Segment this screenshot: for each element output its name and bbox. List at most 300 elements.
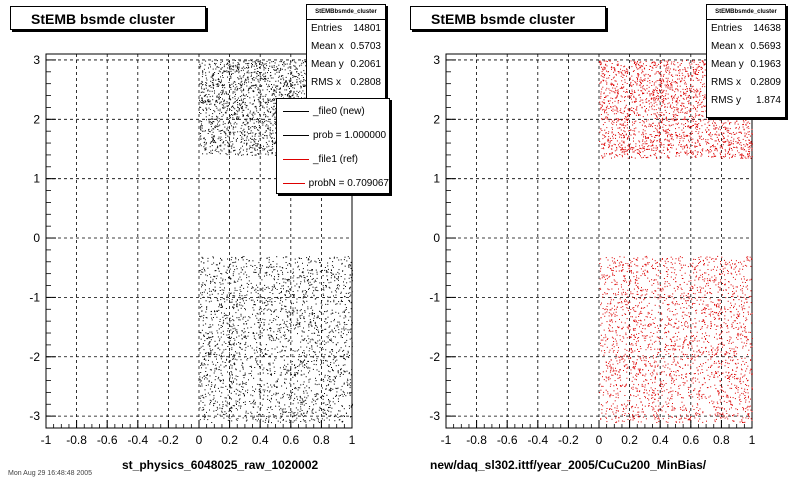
scatter-point <box>323 295 324 296</box>
scatter-point <box>211 314 212 315</box>
scatter-point <box>286 262 287 263</box>
scatter-point <box>321 327 322 328</box>
scatter-point <box>229 122 230 123</box>
scatter-point <box>223 283 224 284</box>
scatter-point <box>257 118 258 119</box>
scatter-point <box>232 359 233 360</box>
scatter-point <box>228 337 229 338</box>
scatter-point <box>269 364 270 365</box>
scatter-point <box>219 113 220 114</box>
scatter-point <box>216 126 217 127</box>
scatter-point <box>215 314 216 315</box>
scatter-point <box>285 299 286 300</box>
scatter-point <box>327 418 328 419</box>
scatter-point <box>247 119 248 120</box>
scatter-point <box>239 352 240 353</box>
scatter-point <box>230 381 231 382</box>
scatter-point <box>215 379 216 380</box>
scatter-point <box>264 308 265 309</box>
scatter-point <box>285 64 286 65</box>
scatter-point <box>224 411 225 412</box>
scatter-point <box>334 416 335 417</box>
scatter-point <box>279 403 280 404</box>
scatter-point <box>330 405 331 406</box>
scatter-point <box>276 85 277 86</box>
scatter-point <box>259 337 260 338</box>
scatter-point <box>274 138 275 139</box>
scatter-point <box>252 402 253 403</box>
scatter-point <box>352 257 353 258</box>
scatter-point <box>211 311 212 312</box>
scatter-point <box>222 352 223 353</box>
scatter-point <box>224 85 225 86</box>
scatter-point <box>263 138 264 139</box>
scatter-point <box>322 380 323 381</box>
scatter-point <box>229 64 230 65</box>
scatter-point <box>230 318 231 319</box>
scatter-point <box>352 270 353 271</box>
scatter-point <box>228 105 229 106</box>
scatter-point <box>234 102 235 103</box>
scatter-point <box>233 271 234 272</box>
scatter-point <box>300 404 301 405</box>
scatter-point <box>350 329 351 330</box>
x-tick-label: 1 <box>348 433 356 447</box>
scatter-point <box>248 63 249 64</box>
scatter-point <box>681 110 682 111</box>
scatter-point <box>311 297 312 298</box>
scatter-point <box>255 62 256 63</box>
scatter-point <box>319 410 320 411</box>
scatter-point <box>221 259 222 260</box>
scatter-point <box>273 125 274 126</box>
scatter-point <box>252 61 253 62</box>
scatter-point <box>270 111 271 112</box>
scatter-point <box>652 109 653 110</box>
scatter-point <box>255 265 256 266</box>
scatter-point <box>273 133 274 134</box>
scatter-point <box>213 136 214 137</box>
scatter-point <box>272 95 273 96</box>
scatter-point <box>209 301 210 302</box>
scatter-point <box>255 404 256 405</box>
scatter-point <box>263 79 264 80</box>
scatter-point <box>258 274 259 275</box>
scatter-point <box>210 96 211 97</box>
scatter-point <box>288 93 289 94</box>
scatter-point <box>277 289 278 290</box>
scatter-point <box>215 368 216 369</box>
scatter-point <box>325 360 326 361</box>
scatter-point <box>316 262 317 263</box>
scatter-point <box>246 151 247 152</box>
scatter-point <box>241 365 242 366</box>
scatter-point <box>280 298 281 299</box>
scatter-point <box>317 384 318 385</box>
scatter-point <box>330 415 331 416</box>
scatter-point <box>212 75 213 76</box>
scatter-point <box>240 131 241 132</box>
scatter-point <box>259 384 260 385</box>
scatter-point <box>266 369 267 370</box>
scatter-point <box>300 396 301 397</box>
scatter-point <box>344 296 345 297</box>
scatter-point <box>270 370 271 371</box>
scatter-point <box>248 336 249 337</box>
scatter-point <box>200 67 201 68</box>
scatter-point <box>258 262 259 263</box>
scatter-point <box>280 69 281 70</box>
scatter-point <box>338 332 339 333</box>
scatter-point <box>240 319 241 320</box>
scatter-point <box>269 150 270 151</box>
scatter-point <box>340 411 341 412</box>
scatter-point <box>331 367 332 368</box>
scatter-point <box>260 134 261 135</box>
scatter-point <box>276 399 277 400</box>
scatter-point <box>219 262 220 263</box>
scatter-point <box>350 265 351 266</box>
scatter-point <box>254 367 255 368</box>
scatter-point <box>238 310 239 311</box>
scatter-point <box>287 312 288 313</box>
scatter-point <box>202 102 203 103</box>
scatter-point <box>286 366 287 367</box>
scatter-point <box>226 359 227 360</box>
scatter-point <box>231 148 232 149</box>
scatter-point <box>217 86 218 87</box>
scatter-point <box>312 293 313 294</box>
scatter-point <box>268 70 269 71</box>
scatter-point <box>243 393 244 394</box>
scatter-point <box>284 393 285 394</box>
scatter-point <box>634 81 635 82</box>
scatter-point <box>307 336 308 337</box>
scatter-point <box>303 275 304 276</box>
scatter-point <box>243 417 244 418</box>
scatter-point <box>205 332 206 333</box>
scatter-point <box>267 72 268 73</box>
scatter-point <box>265 289 266 290</box>
scatter-point <box>270 150 271 151</box>
scatter-point <box>216 101 217 102</box>
scatter-point <box>246 60 247 61</box>
scatter-point <box>209 346 210 347</box>
scatter-point <box>224 342 225 343</box>
scatter-point <box>315 343 316 344</box>
scatter-point <box>326 395 327 396</box>
scatter-point <box>245 354 246 355</box>
scatter-point <box>259 322 260 323</box>
scatter-point <box>307 393 308 394</box>
scatter-point <box>224 131 225 132</box>
scatter-point <box>205 274 206 275</box>
scatter-point <box>262 265 263 266</box>
scatter-point <box>303 298 304 299</box>
scatter-point <box>303 401 304 402</box>
scatter-point <box>199 100 200 101</box>
scatter-point <box>338 365 339 366</box>
scatter-point <box>220 287 221 288</box>
scatter-point <box>318 394 319 395</box>
scatter-point <box>254 338 255 339</box>
scatter-point <box>226 91 227 92</box>
scatter-point <box>280 341 281 342</box>
scatter-point <box>308 367 309 368</box>
scatter-point <box>234 343 235 344</box>
scatter-point <box>274 386 275 387</box>
scatter-point <box>306 355 307 356</box>
scatter-point <box>280 292 281 293</box>
scatter-point <box>234 282 235 283</box>
scatter-point <box>246 86 247 87</box>
scatter-point <box>238 405 239 406</box>
scatter-point <box>296 396 297 397</box>
scatter-point <box>219 404 220 405</box>
scatter-point <box>352 342 353 343</box>
scatter-point <box>290 281 291 282</box>
scatter-point <box>285 374 286 375</box>
scatter-point <box>257 129 258 130</box>
scatter-point <box>213 129 214 130</box>
scatter-point <box>229 109 230 110</box>
scatter-point <box>218 97 219 98</box>
scatter-point <box>291 349 292 350</box>
scatter-point <box>306 347 307 348</box>
scatter-point <box>259 86 260 87</box>
scatter-point <box>336 288 337 289</box>
scatter-point <box>209 291 210 292</box>
scatter-point <box>250 366 251 367</box>
scatter-point <box>240 287 241 288</box>
scatter-point <box>256 121 257 122</box>
scatter-point <box>287 265 288 266</box>
scatter-point <box>289 383 290 384</box>
scatter-point <box>223 383 224 384</box>
scatter-point <box>234 328 235 329</box>
scatter-point <box>265 76 266 77</box>
scatter-point <box>213 290 214 291</box>
scatter-point <box>272 148 273 149</box>
scatter-point <box>202 76 203 77</box>
scatter-point <box>285 94 286 95</box>
scatter-point <box>212 116 213 117</box>
scatter-point <box>338 372 339 373</box>
scatter-point <box>211 422 212 423</box>
scatter-point <box>207 268 208 269</box>
scatter-point <box>343 328 344 329</box>
scatter-point <box>277 402 278 403</box>
scatter-point <box>326 311 327 312</box>
scatter-point <box>247 72 248 73</box>
scatter-point <box>280 288 281 289</box>
scatter-point <box>248 90 249 91</box>
x-tick-label: 0 <box>195 433 203 447</box>
scatter-point <box>329 332 330 333</box>
scatter-point <box>265 68 266 69</box>
scatter-point <box>273 320 274 321</box>
scatter-point <box>229 418 230 419</box>
scatter-point <box>282 301 283 302</box>
scatter-point <box>316 329 317 330</box>
scatter-point <box>231 107 232 108</box>
scatter-point <box>347 382 348 383</box>
scatter-point <box>210 369 211 370</box>
scatter-point <box>300 275 301 276</box>
scatter-point <box>255 143 256 144</box>
scatter-point <box>254 416 255 417</box>
scatter-point <box>304 415 305 416</box>
scatter-point <box>298 73 299 74</box>
scatter-point <box>217 120 218 121</box>
scatter-point <box>267 138 268 139</box>
scatter-point <box>212 99 213 100</box>
scatter-point <box>233 129 234 130</box>
scatter-point <box>255 289 256 290</box>
scatter-point <box>272 293 273 294</box>
scatter-point <box>208 333 209 334</box>
scatter-point <box>291 393 292 394</box>
scatter-point <box>338 280 339 281</box>
scatter-point <box>267 329 268 330</box>
scatter-point <box>345 395 346 396</box>
scatter-point <box>227 299 228 300</box>
scatter-point <box>227 402 228 403</box>
scatter-point <box>267 107 268 108</box>
scatter-point <box>270 129 271 130</box>
scatter-point <box>212 333 213 334</box>
scatter-point <box>204 270 205 271</box>
scatter-point <box>243 402 244 403</box>
scatter-point <box>289 64 290 65</box>
scatter-point <box>229 136 230 137</box>
scatter-point <box>320 271 321 272</box>
scatter-point <box>343 391 344 392</box>
scatter-point <box>270 327 271 328</box>
scatter-point <box>223 143 224 144</box>
scatter-point <box>330 401 331 402</box>
scatter-point <box>312 274 313 275</box>
scatter-point <box>296 91 297 92</box>
scatter-point <box>303 296 304 297</box>
scatter-point <box>313 295 314 296</box>
scatter-point <box>202 63 203 64</box>
scatter-point <box>214 373 215 374</box>
scatter-point <box>311 345 312 346</box>
scatter-point <box>297 399 298 400</box>
scatter-point <box>328 335 329 336</box>
scatter-point <box>342 406 343 407</box>
scatter-point <box>279 402 280 403</box>
scatter-point <box>201 362 202 363</box>
scatter-point <box>218 336 219 337</box>
scatter-point <box>246 140 247 141</box>
scatter-point <box>735 122 736 123</box>
scatter-point <box>208 393 209 394</box>
scatter-point <box>343 288 344 289</box>
scatter-point <box>258 414 259 415</box>
scatter-point <box>283 79 284 80</box>
scatter-point <box>241 104 242 105</box>
scatter-point <box>281 286 282 287</box>
scatter-point <box>285 383 286 384</box>
scatter-point <box>213 411 214 412</box>
scatter-point <box>294 365 295 366</box>
scatter-point <box>283 327 284 328</box>
scatter-point <box>227 68 228 69</box>
scatter-point <box>201 87 202 88</box>
scatter-point <box>281 94 282 95</box>
scatter-point <box>252 155 253 156</box>
scatter-point <box>233 127 234 128</box>
scatter-point <box>239 109 240 110</box>
scatter-point <box>276 266 277 267</box>
scatter-point <box>240 347 241 348</box>
scatter-point <box>285 408 286 409</box>
scatter-point <box>208 353 209 354</box>
scatter-point <box>248 72 249 73</box>
scatter-point <box>203 397 204 398</box>
scatter-point <box>228 395 229 396</box>
scatter-point <box>230 142 231 143</box>
scatter-point <box>308 325 309 326</box>
scatter-point <box>230 410 231 411</box>
scatter-point <box>224 87 225 88</box>
scatter-point <box>349 384 350 385</box>
scatter-point <box>257 300 258 301</box>
scatter-point <box>213 139 214 140</box>
scatter-point <box>220 307 221 308</box>
scatter-point <box>208 258 209 259</box>
scatter-point <box>324 344 325 345</box>
scatter-point <box>277 85 278 86</box>
scatter-point <box>292 392 293 393</box>
scatter-point <box>262 364 263 365</box>
scatter-point <box>246 266 247 267</box>
scatter-point <box>344 330 345 331</box>
scatter-point <box>266 146 267 147</box>
stats-value: 0.2808 <box>350 77 381 88</box>
scatter-point <box>204 340 205 341</box>
scatter-point <box>229 73 230 74</box>
scatter-point <box>304 93 305 94</box>
scatter-point <box>206 338 207 339</box>
scatter-point <box>247 287 248 288</box>
scatter-point <box>344 355 345 356</box>
scatter-point <box>211 153 212 154</box>
scatter-point <box>248 316 249 317</box>
scatter-point <box>210 64 211 65</box>
scatter-point <box>216 264 217 265</box>
scatter-point <box>252 417 253 418</box>
scatter-point <box>230 123 231 124</box>
scatter-point <box>657 149 658 150</box>
scatter-point <box>315 412 316 413</box>
scatter-point <box>345 310 346 311</box>
scatter-point <box>234 340 235 341</box>
scatter-point <box>306 301 307 302</box>
scatter-point <box>670 147 671 148</box>
scatter-point <box>264 148 265 149</box>
scatter-point <box>228 277 229 278</box>
scatter-point <box>218 310 219 311</box>
scatter-point <box>288 279 289 280</box>
scatter-point <box>244 328 245 329</box>
scatter-point <box>329 400 330 401</box>
scatter-point <box>252 136 253 137</box>
scatter-point <box>319 384 320 385</box>
scatter-point <box>259 136 260 137</box>
